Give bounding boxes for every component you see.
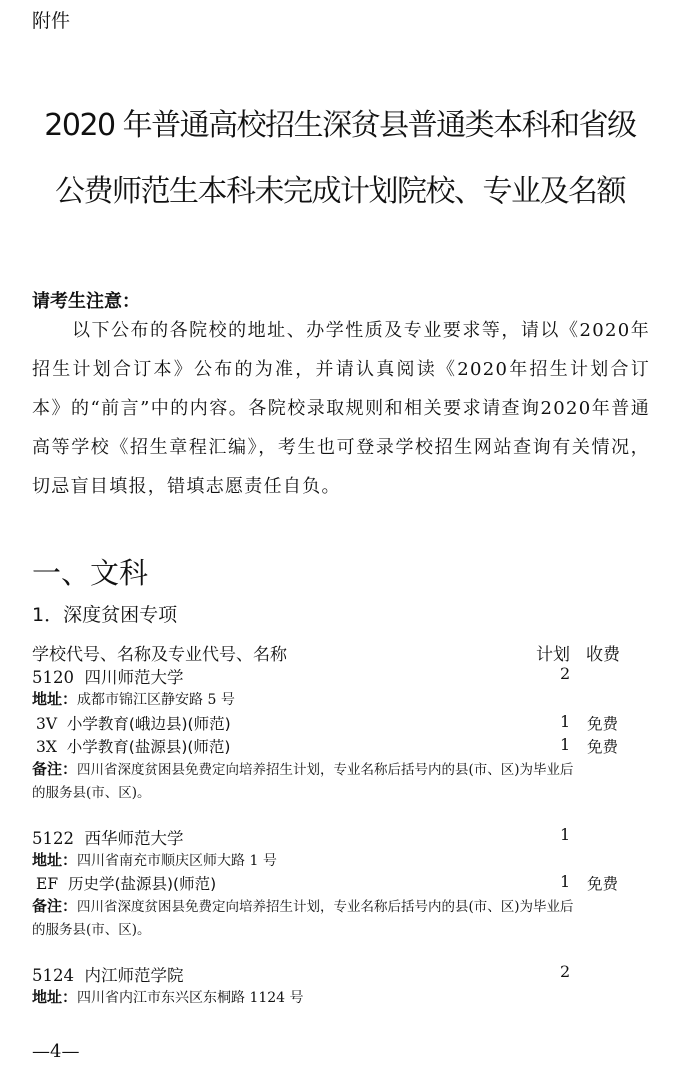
address-label: 地址：	[32, 851, 78, 869]
school-address	[32, 849, 277, 870]
major-row	[36, 712, 231, 734]
header-fee-col: 收费	[586, 645, 620, 665]
school-name: 四川师范大学	[84, 668, 184, 687]
school-plan: 2	[560, 664, 571, 683]
school-plan: 1	[560, 825, 571, 844]
major-plan: 1	[560, 712, 571, 731]
major-row	[36, 735, 230, 757]
school-address	[32, 688, 235, 709]
address-text: 四川省内江市东兴区东桐路 1124 号	[77, 990, 304, 1006]
major-code: 3V	[36, 715, 58, 733]
major-fee: 免费	[587, 875, 619, 893]
school-row	[32, 962, 184, 986]
major-plan: 1	[560, 872, 571, 891]
address-label: 地址：	[32, 690, 78, 708]
school-note	[32, 895, 574, 916]
address-label: 地址：	[32, 988, 78, 1006]
major-name: 小学教育(盐源县)(师范)	[66, 738, 231, 756]
school-address	[32, 986, 304, 1007]
note-text: 四川省深度贫困县免费定向培养招生计划，专业名称后括号内的县(市、区)为毕业后	[77, 762, 574, 778]
school-code: 5120	[32, 668, 74, 687]
school-code: 5122	[32, 829, 74, 848]
header-plan-col: 计划	[536, 645, 570, 665]
page-number: —4—	[32, 1041, 80, 1062]
school-code: 5124	[32, 966, 74, 985]
school-plan: 2	[560, 962, 571, 981]
major-plan: 1	[560, 735, 571, 754]
major-fee: 免费	[587, 715, 619, 733]
notice-body: 以下公布的各院校的地址、办学性质及专业要求等，请以《2020年招生计划合订本》公布的为准，并请认真阅读《2020年招生计划合订本》的“前言”中的内容。各院校录取规则和相关要求请查询2020年普通高等学校《招生章程汇编》，考生也可登录学校招生网站查询有关情况，切忌盲目填报，错填志愿责任自负。	[32, 320, 650, 497]
major-code: 3X	[36, 738, 57, 756]
header-name-col: 学校代号、名称及专业代号、名称	[32, 645, 287, 665]
document-title-line-2: 公费师范生本科未完成计划院校、专业及名额	[55, 174, 625, 209]
address-text: 成都市锦江区静安路 5 号	[77, 692, 235, 708]
note-text: 四川省深度贫困县免费定向培养招生计划，专业名称后括号内的县(市、区)为毕业后	[77, 899, 574, 915]
subsection-heading: 1．深度贫困专项	[32, 604, 178, 626]
address-text: 四川省南充市顺庆区师大路 1 号	[77, 853, 277, 869]
school-name: 西华师范大学	[84, 829, 184, 848]
school-note	[32, 758, 574, 779]
major-code: EF	[36, 875, 59, 893]
note-label: 备注：	[32, 897, 78, 915]
major-name: 小学教育(峨边县)(师范)	[66, 715, 231, 733]
school-note-cont: 的服务县(市、区)。	[32, 922, 151, 938]
attachment-label: 附件	[32, 10, 71, 32]
school-row	[32, 825, 184, 849]
school-row	[32, 664, 184, 688]
major-fee: 免费	[587, 738, 619, 756]
section-heading: 一、文科	[32, 556, 149, 590]
major-row	[36, 872, 216, 894]
note-label: 备注：	[32, 760, 78, 778]
school-note-cont: 的服务县(市、区)。	[32, 785, 151, 801]
notice-heading: 请考生注意：	[32, 291, 140, 312]
document-title-line-1: 2020 年普通高校招生深贫县普通类本科和省级	[44, 108, 636, 143]
major-name: 历史学(盐源县)(师范)	[67, 875, 217, 893]
school-name: 内江师范学院	[84, 966, 184, 985]
